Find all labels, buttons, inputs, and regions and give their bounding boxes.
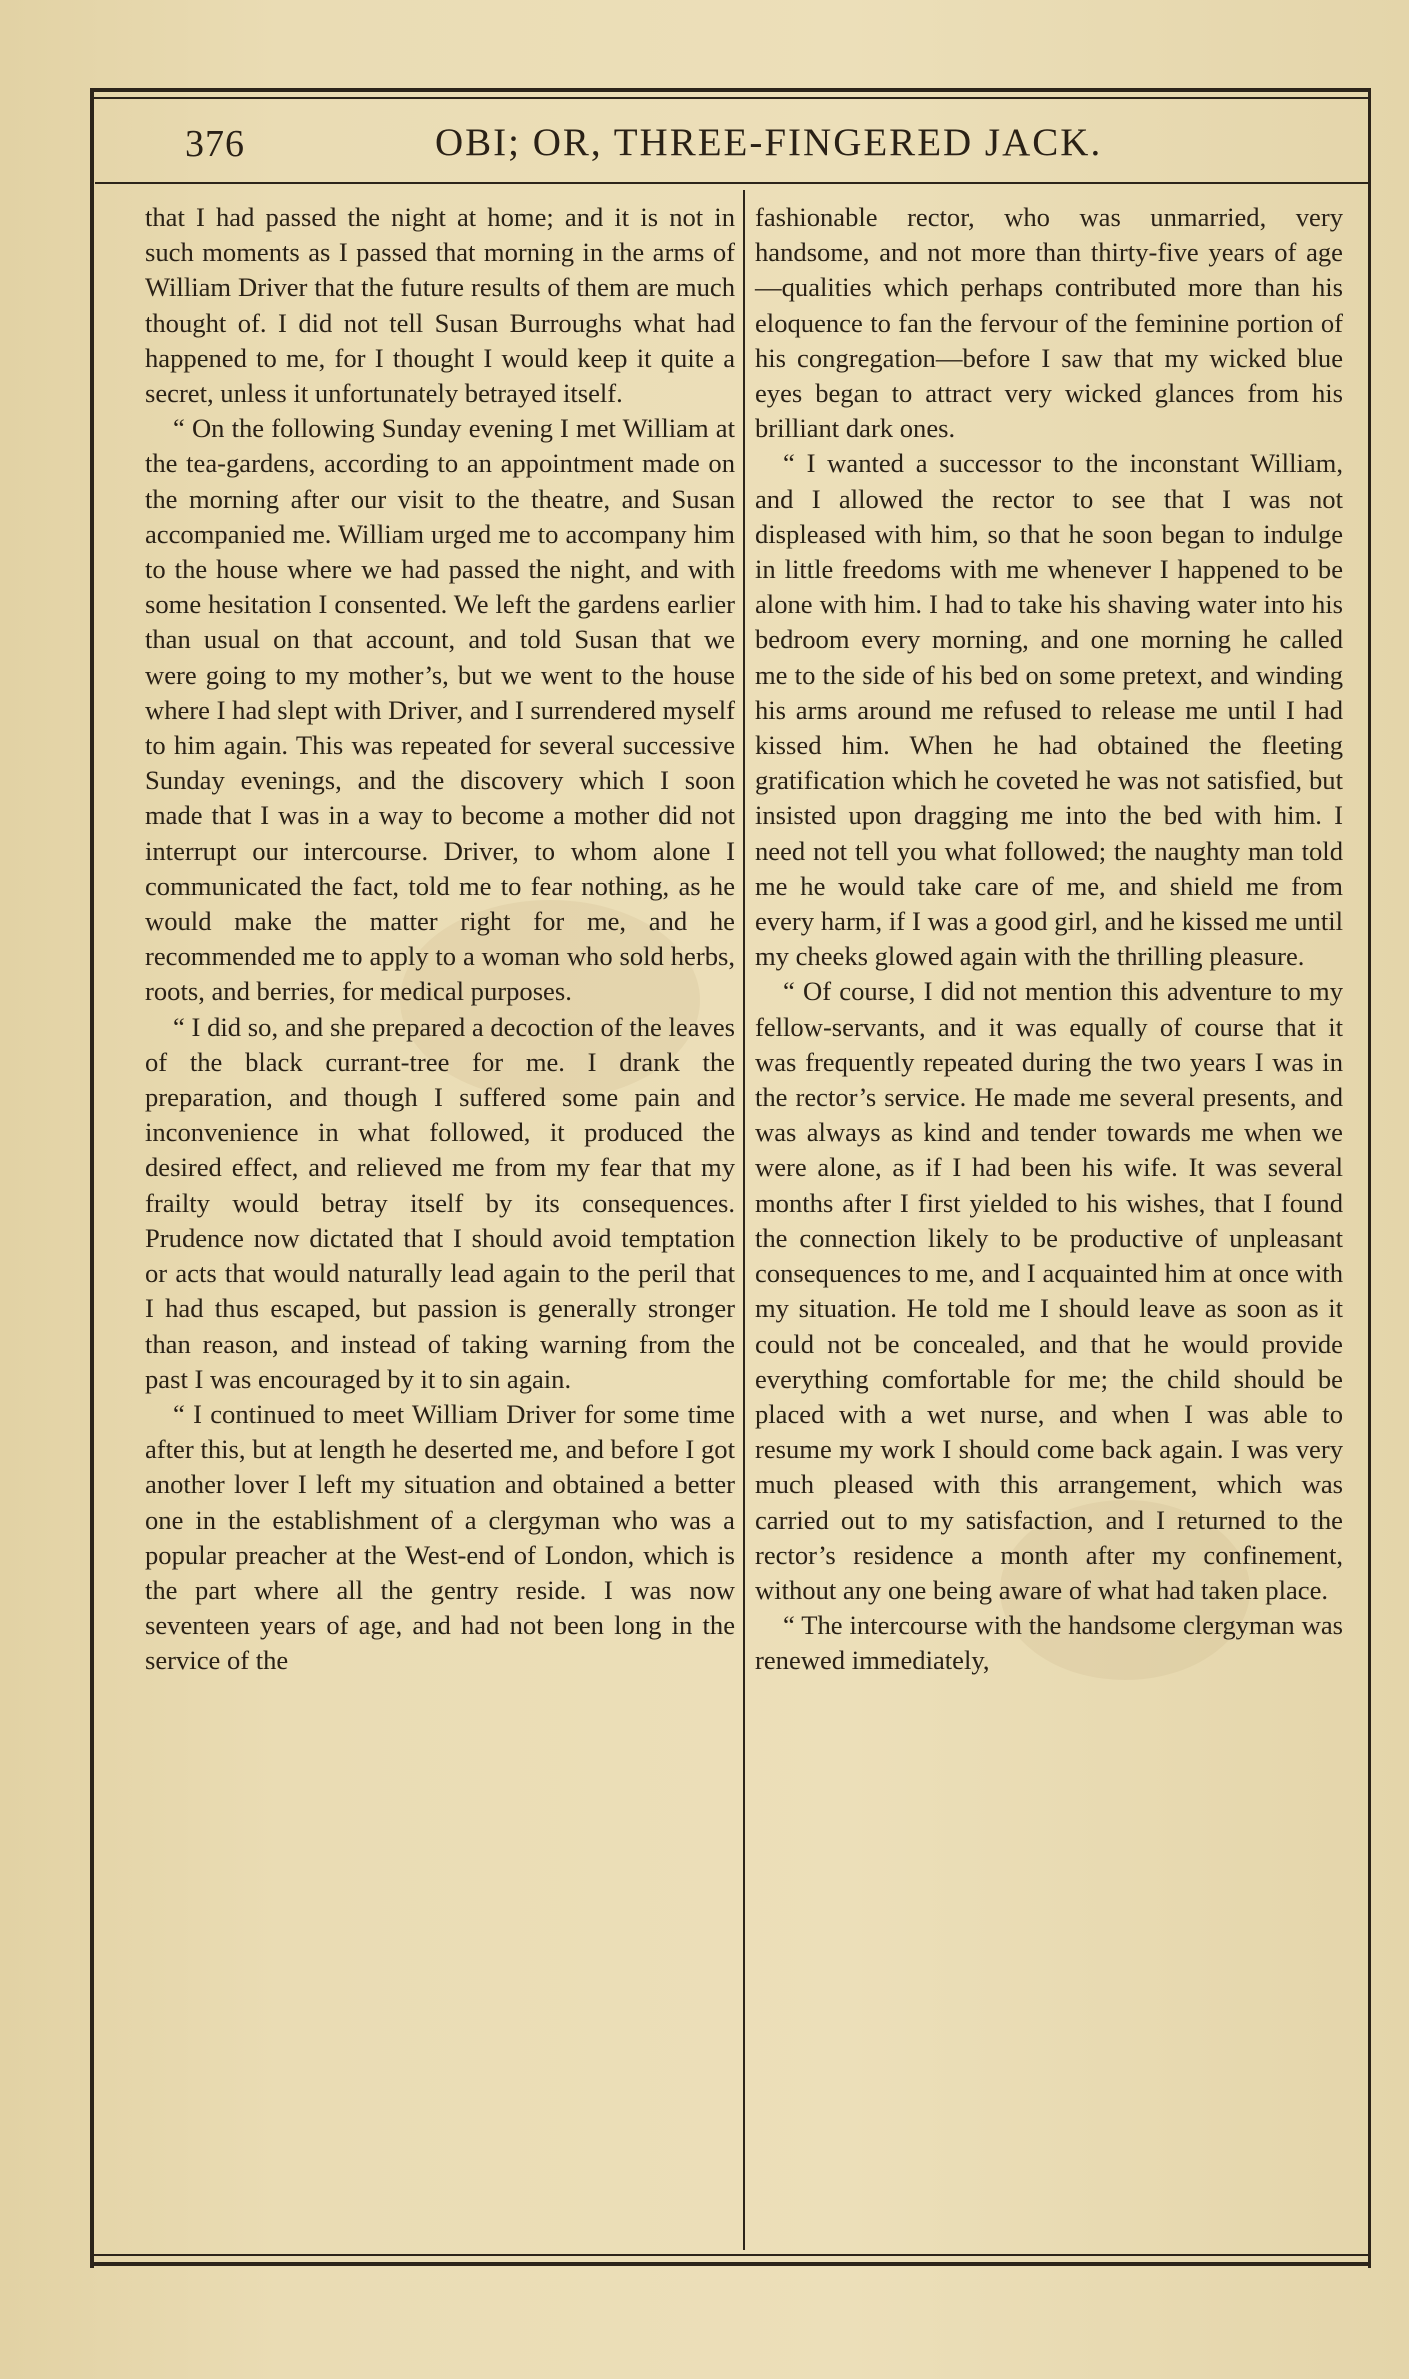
running-title: OBI; OR, THREE-FINGERED JACK. (435, 121, 1103, 164)
paragraph: “ The intercourse with the handsome clergyman was renewed immediately, (755, 1610, 1343, 1676)
bottom-double-rule-outer (90, 2262, 1370, 2266)
paragraph: fashionable rector, who was unmarried, very handsome, and not more than thirty-five years of age—qualities which perhaps contributed more than his eloquence to fan the fervour of the feminine portion of his congregation—before I saw that my wicked blue eyes began to attract very wicked glances from his brilliant dark ones. (755, 202, 1343, 444)
top-double-rule-inner (90, 97, 1370, 99)
paragraph: “ I did so, and she prepared a decoction of the leaves of the black currant-tree for me. I drank the preparation, and though I suffered some pain and inconvenience in what followed, it produced the desired effect, and relieved me from my fear that my frailty would betray itself by its consequences. Prudence now dictated that I should avoid temptation or acts that would naturally lead again to the peril that I had thus escaped, but passion is generally stronger than reason, and instead of taking warning from the past I was encouraged by it to sin again. (145, 1011, 735, 1394)
paragraph: that I had passed the night at home; and it is not in such moments as I passed that morning in the arms of William Driver that the future results of them are much thought of. I did not tell Susan Burroughs what had happened to me, for I thought I would keep it quite a secret, unless it unfortunately betrayed itself. (145, 202, 735, 409)
header-rule (95, 182, 1368, 184)
page-number: 376 (185, 123, 245, 165)
bottom-double-rule-inner (90, 2254, 1370, 2256)
paragraph: “ On the following Sunday evening I met William at the tea-gardens, according to an appointment made on the morning after our visit to the theatre, and Susan accompanied me. William urged me to accompany him to the house where we had passed the night, and with some hesitation I consented. We left the gardens earlier than usual on that account, and told Susan that we were going to my mother’s, but we went to the house where I had slept with Driver, and I surrendered myself to him again. This was repeated for several successive Sunday evenings, and the discovery which I soon made that I was in a way to become a mother did not interrupt our intercourse. Driver, to whom alone I communicated the fact, told me to fear nothing, as he would make the matter right for me, and he recommended me to apply to a woman who sold herbs, roots, and berries, for medical purposes. (145, 413, 735, 1007)
paragraph: “ I wanted a successor to the inconstant William, and I allowed the rector to see that I was not displeased with him, so that he soon began to indulge in little freedoms with me whenever I happened to be alone with him. I had to take his shaving water into his bedroom every morning, and one morning he called me to the side of his bed on some pretext, and winding his arms around me refused to release me until I had kissed him. When he had obtained the fleeting gratification which he coveted he was not satisfied, but insisted upon dragging me into the bed with him. I need not tell you what followed; the naughty man told me he would take care of me, and shield me from every harm, if I was a good girl, and he kissed me until my cheeks glowed again with the thrilling pleasure. (755, 448, 1343, 972)
top-double-rule-outer (90, 88, 1370, 92)
paragraph: “ I continued to meet William Driver for some time after this, but at length he deserted me, and before I got another lover I left my situation and obtained a better one in the establishment of a clergyman who was a popular preacher at the West-end of London, which is the part where all the gentry reside. I was now seventeen years of age, and had not been long in the service of the (145, 1398, 735, 1676)
right-column (755, 200, 1343, 1679)
right-border-rule (1368, 88, 1371, 2268)
column-divider (743, 190, 745, 2250)
left-column (145, 200, 735, 1679)
paragraph: “ Of course, I did not mention this adventure to my fellow-servants, and it was equally of course that it was frequently repeated during the two years I was in the rector’s service. He made me several presents, and was always as kind and tender towards me when we were alone, as if I had been his wife. It was several months after I first yielded to his wishes, that I found the connection likely to be productive of unpleasant consequences to me, and I acquainted him at once with my situation. He told me I should leave as soon as it could not be concealed, and that he would provide everything comfortable for me; the child should be placed with a wet nurse, and when I was able to resume my work I should come back again. I was very much pleased with this arrangement, which was carried out to my satisfaction, and I returned to the rector’s residence a month after my confinement, without any one being aware of what had taken place. (755, 976, 1343, 1605)
left-border-rule (90, 88, 94, 2268)
page-header (185, 118, 1329, 178)
